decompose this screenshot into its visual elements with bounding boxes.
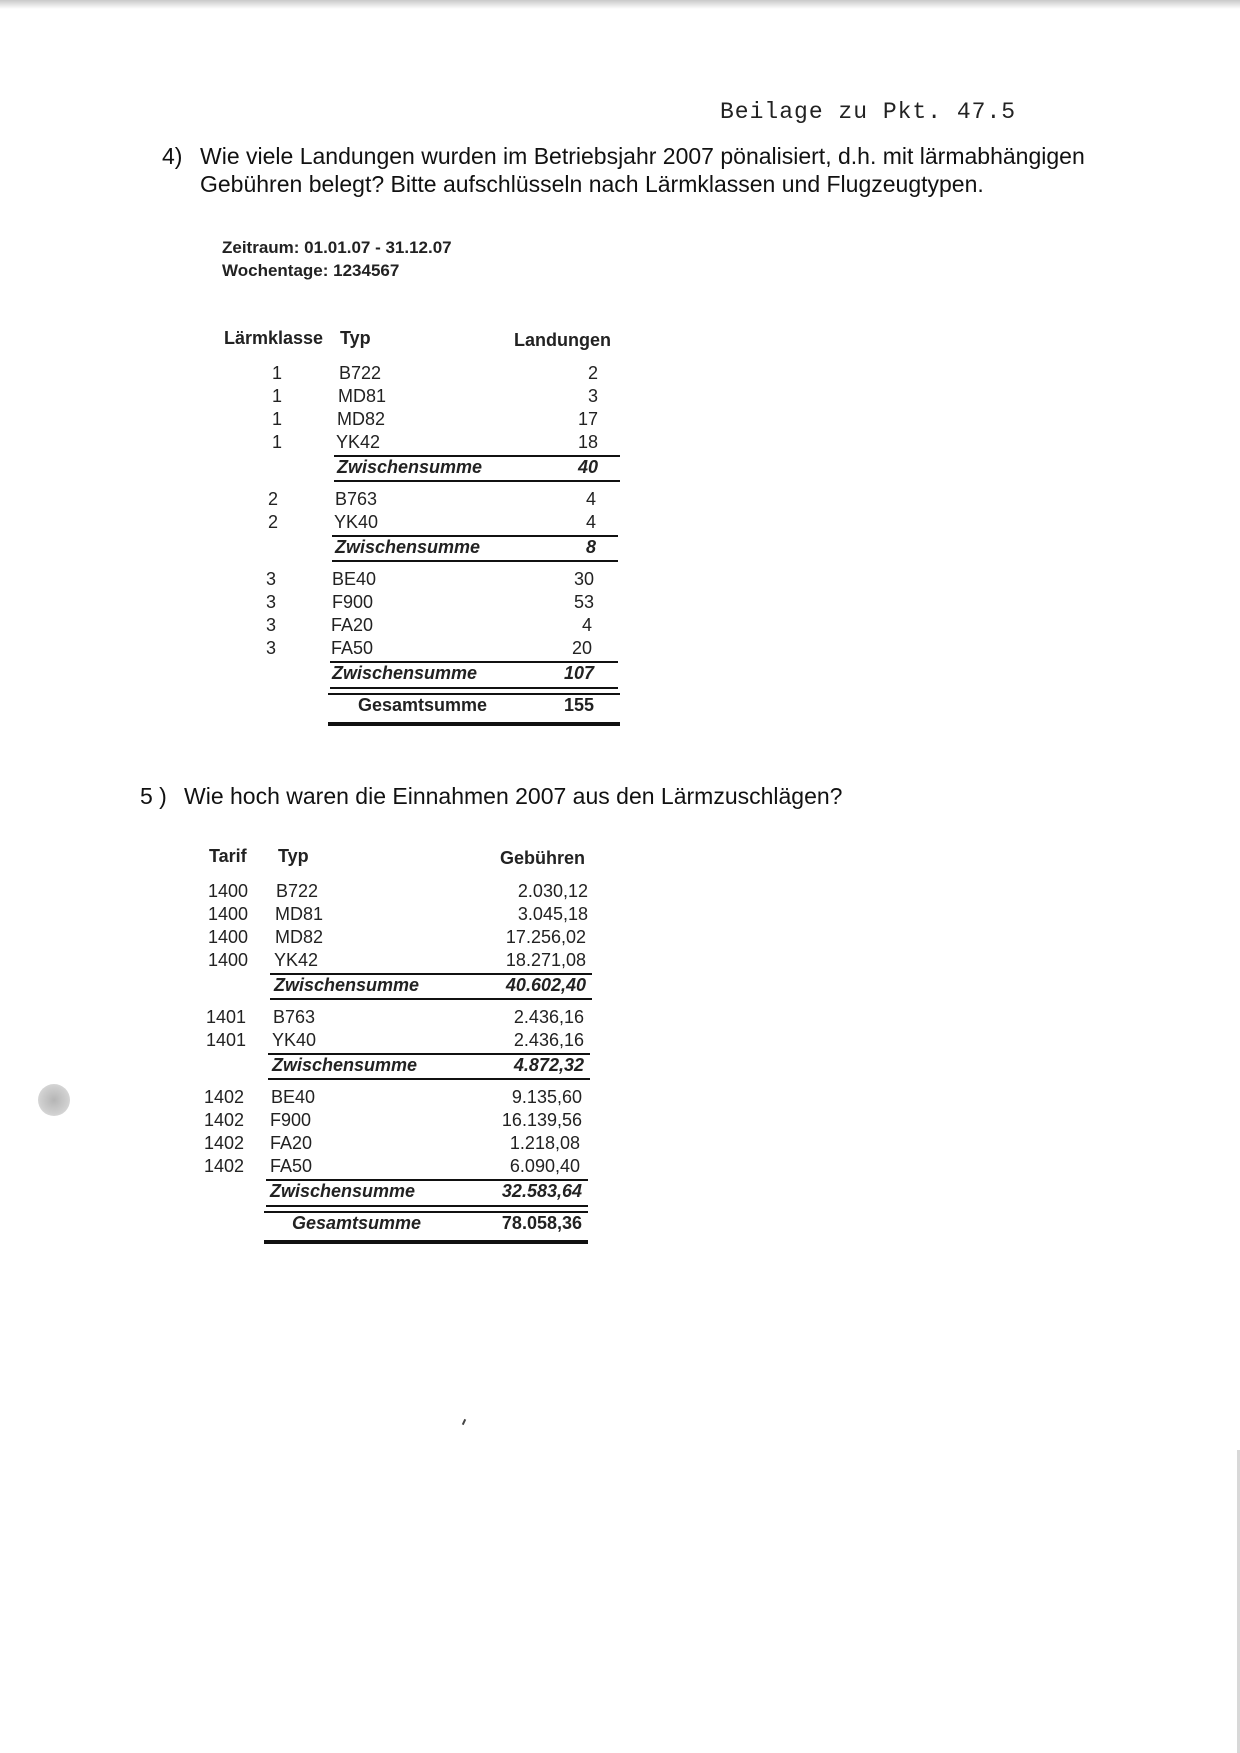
subtotal-label: Zwischensumme	[270, 1181, 416, 1201]
weekdays: Wochentage: 1234567	[222, 261, 400, 280]
noise-class-cell: 3	[266, 615, 277, 635]
tariff-cell: 1401	[206, 1007, 247, 1027]
tariff-cell: 1400	[208, 881, 249, 901]
subtotal-rule-bottom	[270, 998, 592, 1000]
question-5	[140, 782, 1040, 812]
fees-table	[200, 846, 620, 1246]
tariff-cell: 1401	[206, 1030, 247, 1050]
noise-class-cell: 2	[268, 512, 279, 532]
tariff-cell: 1400	[208, 927, 249, 947]
tariff-cell: 1402	[204, 1156, 245, 1176]
fee-cell: 17.256,02	[505, 927, 586, 947]
landings-cell: 4	[585, 489, 596, 509]
period-range: Zeitraum: 01.01.07 - 31.12.07	[222, 238, 452, 257]
landings-cell: 18	[577, 432, 598, 452]
total-label: Gesamtsumme	[358, 695, 488, 715]
subtotal-rule-bottom	[334, 480, 620, 482]
question-5-number: 5 )	[140, 783, 167, 809]
noise-class-cell: 3	[266, 592, 277, 612]
scan-edge-top	[0, 0, 1240, 9]
landings-cell: 3	[587, 386, 598, 406]
fee-cell: 3.045,18	[517, 904, 588, 924]
type-cell: YK42	[336, 432, 381, 452]
total-rule-bottom	[328, 722, 620, 726]
type-cell: F900	[332, 592, 374, 612]
noise-class-cell: 1	[272, 409, 283, 429]
question-4-line-2: Gebühren belegt? Bitte aufschlüsseln nach Lärmklassen und Flugzeugtypen.	[200, 171, 984, 197]
subtotal-label: Zwischensumme	[274, 975, 420, 995]
question-4-number: 4)	[162, 143, 183, 169]
subtotal-label: Zwischensumme	[272, 1055, 418, 1075]
landings-cell: 4	[585, 512, 596, 532]
type-cell: B763	[335, 489, 378, 509]
noise-class-cell: 2	[268, 489, 279, 509]
subtotal-rule-bottom	[266, 1205, 588, 1207]
header-tariff: Tarif	[209, 846, 247, 866]
tariff-cell: 1400	[208, 904, 249, 924]
type-cell: BE40	[271, 1087, 316, 1107]
landings-cell: 17	[577, 409, 598, 429]
landings-cell: 4	[581, 615, 592, 635]
question-5-line-1: Wie hoch waren die Einnahmen 2007 aus den Lärmzuschlägen?	[184, 783, 843, 809]
landings-cell: 20	[571, 638, 592, 658]
tariff-cell: 1402	[204, 1133, 245, 1153]
subtotal-value: 40	[577, 457, 598, 477]
subtotal-value: 32.583,64	[501, 1181, 582, 1201]
type-cell: FA50	[331, 638, 374, 658]
landings-cell: 53	[573, 592, 594, 612]
subtotal-value: 107	[563, 663, 594, 683]
fee-cell: 18.271,08	[505, 950, 586, 970]
fee-cell: 16.139,56	[501, 1110, 582, 1130]
tariff-cell: 1402	[204, 1087, 245, 1107]
subtotal-rule-bottom	[332, 560, 618, 562]
tariff-cell: 1400	[208, 950, 249, 970]
fee-cell: 6.090,40	[509, 1156, 580, 1176]
tariff-cell: 1402	[204, 1110, 245, 1130]
header-type: Typ	[278, 846, 309, 866]
type-cell: MD82	[337, 409, 386, 429]
type-cell: MD81	[275, 904, 324, 924]
subtotal-value: 4.872,32	[513, 1055, 584, 1075]
type-cell: B763	[273, 1007, 316, 1027]
type-cell: MD81	[338, 386, 387, 406]
header-fees: Gebühren	[500, 848, 586, 868]
question-4	[162, 142, 1162, 202]
landings-cell: 2	[587, 363, 598, 383]
total-label: Gesamtsumme	[292, 1213, 422, 1233]
total-value: 78.058,36	[501, 1213, 582, 1233]
fee-cell: 2.030,12	[517, 881, 588, 901]
total-value: 155	[563, 695, 594, 715]
noise-class-cell: 1	[272, 363, 283, 383]
subtotal-rule-bottom	[268, 1078, 590, 1080]
subtotal-value: 8	[585, 537, 596, 557]
period-info	[222, 236, 452, 282]
header-landings: Landungen	[514, 330, 611, 350]
fee-cell: 9.135,60	[511, 1087, 582, 1107]
subtotal-label: Zwischensumme	[337, 457, 483, 477]
type-cell: YK42	[274, 950, 319, 970]
type-cell: FA50	[270, 1156, 313, 1176]
noise-class-cell: 3	[266, 638, 277, 658]
type-cell: MD82	[275, 927, 324, 947]
document-reference: Beilage zu Pkt. 47.5	[720, 99, 1017, 125]
fee-cell: 2.436,16	[513, 1030, 584, 1050]
type-cell: BE40	[332, 569, 377, 589]
type-cell: B722	[339, 363, 382, 383]
hole-punch-mark	[38, 1084, 70, 1116]
type-cell: FA20	[331, 615, 374, 635]
header-type: Typ	[340, 328, 371, 348]
type-cell: FA20	[270, 1133, 313, 1153]
type-cell: B722	[276, 881, 319, 901]
fee-cell: 1.218,08	[509, 1133, 580, 1153]
subtotal-label: Zwischensumme	[335, 537, 481, 557]
type-cell: F900	[270, 1110, 312, 1130]
noise-class-cell: 3	[266, 569, 277, 589]
noise-class-cell: 1	[272, 432, 283, 452]
noise-class-cell: 1	[272, 386, 283, 406]
landings-cell: 30	[573, 569, 594, 589]
header-noise-class: Lärmklasse	[224, 328, 324, 348]
type-cell: YK40	[334, 512, 379, 532]
subtotal-value: 40.602,40	[505, 975, 586, 995]
fee-cell: 2.436,16	[513, 1007, 584, 1027]
subtotal-label: Zwischensumme	[332, 663, 478, 683]
subtotal-rule-bottom	[330, 687, 618, 689]
landings-table	[224, 328, 624, 728]
question-4-line-1: Wie viele Landungen wurden im Betriebsjahr 2007 pönalisiert, d.h. mit lärmabhängigen	[200, 143, 1085, 169]
total-rule-bottom	[264, 1240, 588, 1244]
type-cell: YK40	[272, 1030, 317, 1050]
stray-pen-mark	[462, 1419, 466, 1425]
